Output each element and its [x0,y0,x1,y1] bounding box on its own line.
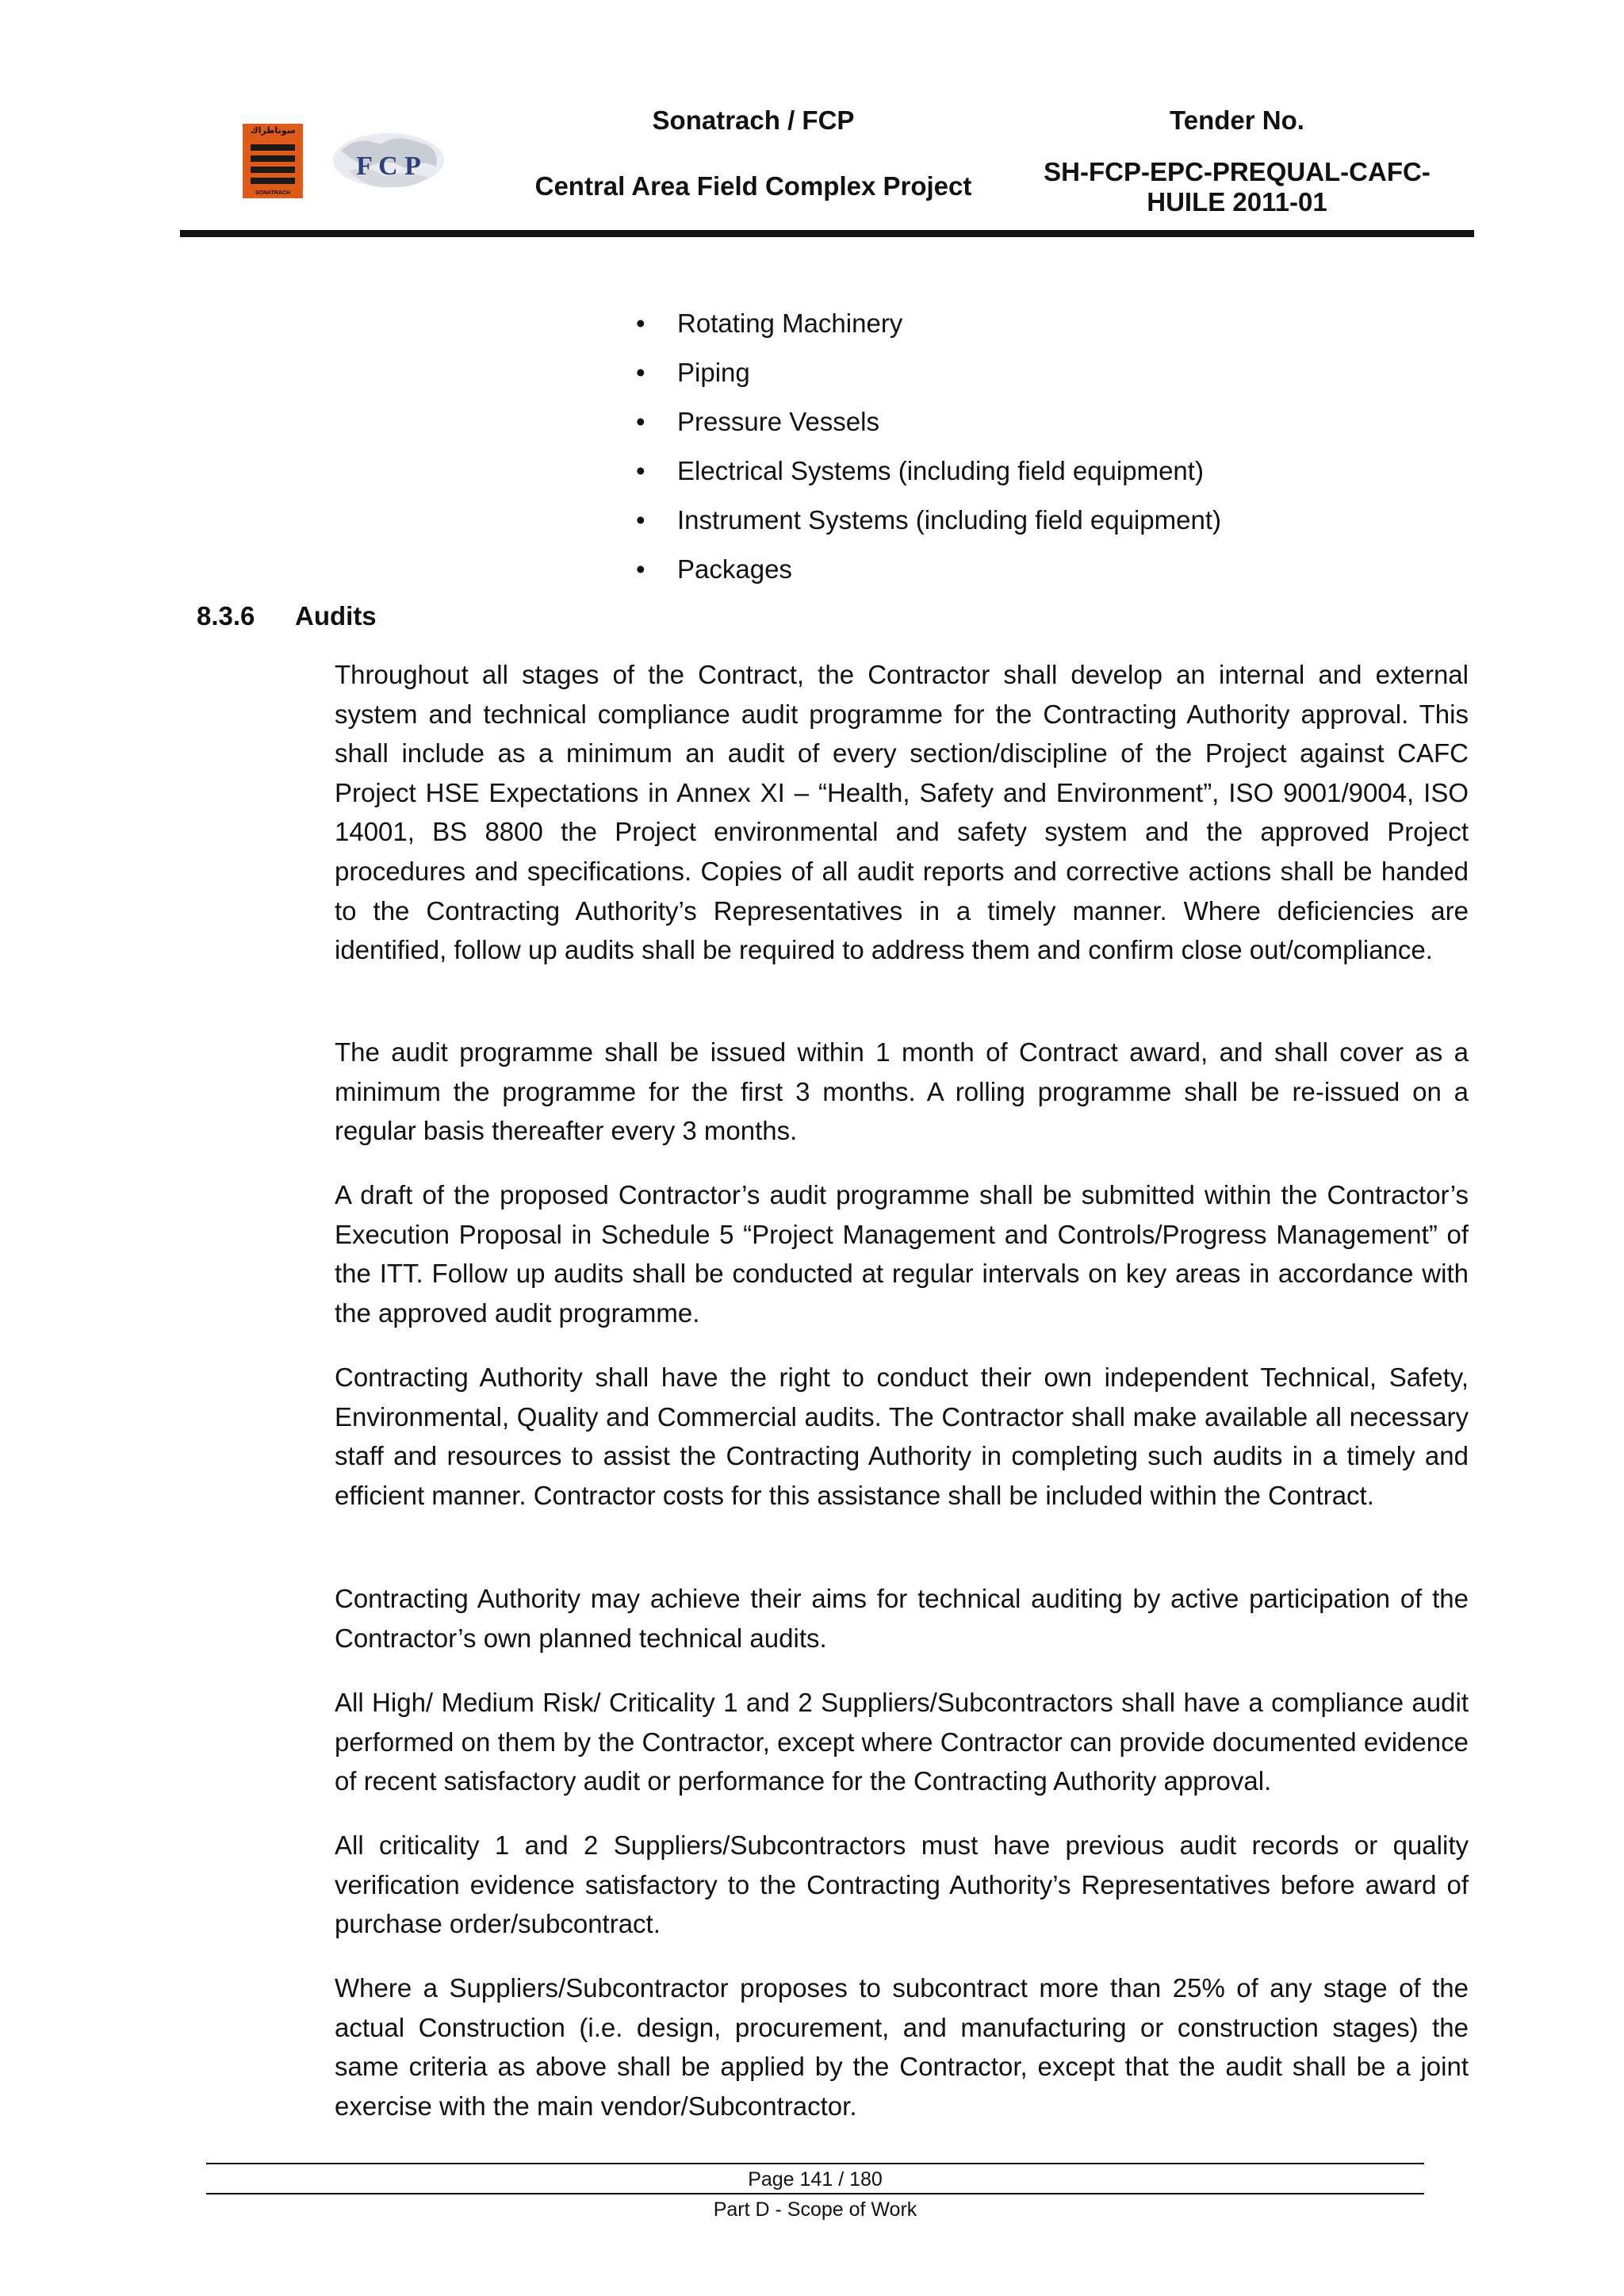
sonatrach-logo-arabic: سوناطراك [243,124,303,138]
section-title: Audits [295,601,377,631]
paragraph: A draft of the proposed Contractor’s audit programme shall be submitted within the Contractor’s Execution Proposal in Schedule 5 “Project Management and Controls/Progress Management” of the ITT. Follow up audits shall be conducted at regular intervals on key areas in accordance with the approved audit programme. [335,1180,1469,1328]
header-left-subtitle: Central Area Field Complex Project [534,171,972,201]
footer-part: Part D - Scope of Work [713,2198,917,2221]
header-left-title: Sonatrach / FCP [652,105,855,135]
paragraph: Where a Suppliers/Subcontractor proposes to subcontract more than 25% of any stage of the actual Construction (i.e. design, procurement, and manufacturing or construction stages) the same criteria as above shall be applied by the Contractor, except that the audit shall be a joint exercise with the main vendor/Subcontractor. [335,1973,1469,2121]
list-item: Rotating Machinery [677,309,903,338]
paragraph: Contracting Authority shall have the right to conduct their own independent Technical, Safety, Environmental, Quality and Commercial audits. The Contractor shall make available all necessary staff and resources to assist the Contracting Authority in completing such audits in a timely and efficient manner. Contractor costs for this assistance shall be included within the Contract. [335,1363,1469,1510]
sonatrach-logo-text: SONATRACH [255,190,291,196]
section-number: 8.3.6 [197,601,255,631]
bullet-dot: • [636,358,645,387]
list-item: Piping [677,358,750,387]
fcp-logo-text: F C P [356,151,421,181]
list-item: Packages [677,554,792,584]
list-item: Instrument Systems (including field equipment) [677,505,1221,535]
list-item: Electrical Systems (including field equipment) [677,456,1204,485]
header-divider [180,230,1474,237]
paragraph: The audit programme shall be issued within 1 month of Contract award, and shall cover as a minimum the programme for the first 3 months. A rolling programme shall be re-issued on a regular basis thereafter every 3 months. [335,1037,1469,1146]
paragraph: All High/ Medium Risk/ Criticality 1 and 2 Suppliers/Subcontractors shall have a compliance audit performed on them by the Contractor, except where Contractor can provide documented evidence of recent satisfactory audit or performance for the Contracting Authority approval. [335,1688,1469,1796]
footer-divider-bottom [206,2193,1424,2194]
bullet-dot: • [636,407,645,436]
bullet-dot: • [636,505,645,535]
footer-divider-top [206,2163,1424,2164]
tender-number-line1: SH-FCP-EPC-PREQUAL-CAFC- [1044,157,1431,186]
fcp-logo [325,127,452,198]
sonatrach-logo [243,124,303,198]
page-number: Page 141 / 180 [748,2168,883,2191]
list-item: Pressure Vessels [677,407,879,436]
paragraph: All criticality 1 and 2 Suppliers/Subcontractors must have previous audit records or quality verification evidence satisfactory to the Contracting Authority’s Representatives before award of purchase order/subcontract. [335,1830,1469,1939]
paragraph: Contracting Authority may achieve their aims for technical auditing by active participation of the Contractor’s own planned technical audits. [335,1584,1469,1653]
bullet-dot: • [636,554,645,584]
tender-number-line2: HUILE 2011-01 [1147,187,1327,217]
bullet-dot: • [636,456,645,485]
paragraph: Throughout all stages of the Contract, the Contractor shall develop an internal and external system and technical compliance audit programme for the Contracting Authority approval. This shall include as a minimum an audit of every section/discipline of the Project against CAFC Project HSE Expectations in Annex XI – “Health, Safety and Environment”, ISO 9001/9004, ISO 14001, BS 8800 the Project environmental and safety system and the approved Project procedures and specifications. Copies of all audit reports and corrective actions shall be handed to the Contracting Authority’s Representatives in a timely manner. Where deficiencies are identified, follow up audits shall be required to address them and confirm close out/compliance. [335,660,1469,965]
bullet-dot: • [636,309,645,338]
header-right-title: Tender No. [1170,105,1304,135]
